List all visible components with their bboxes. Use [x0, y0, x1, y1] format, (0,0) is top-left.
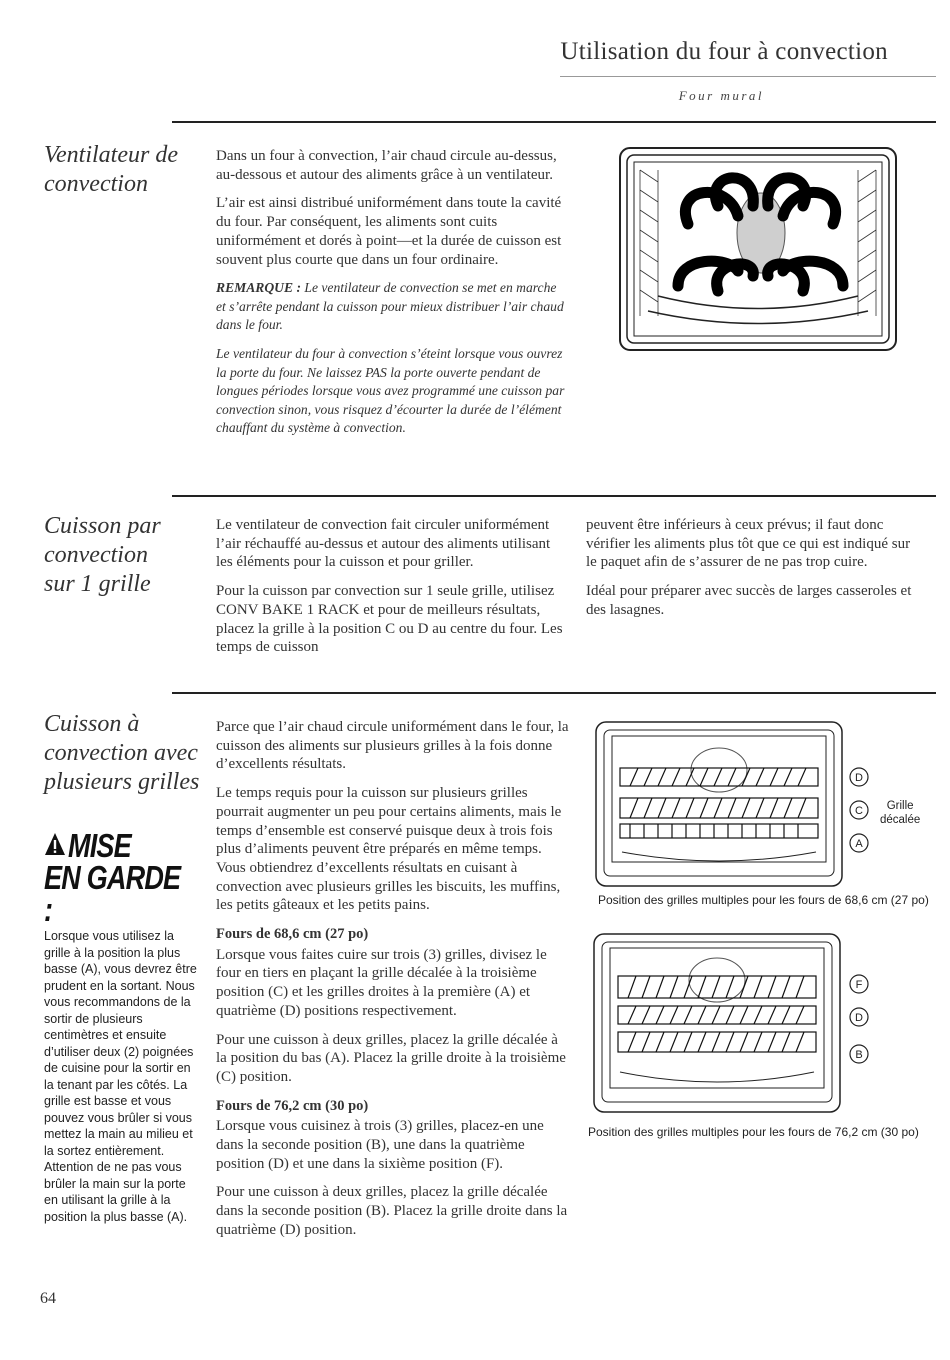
paragraph: Lorsque vous faites cuire sur trois (3) grilles, divisez le four en tiers en plaçant la grille décalée à la troisième position (C) et les grilles droites à la première (A) et quatrième (D) positions respectivement. [216, 946, 547, 1019]
section-title-line: Cuisson à [44, 711, 140, 737]
paragraph: Parce que l’air chaud circule uniformément dans le four, la cuisson des aliments sur plusieurs grilles à la fois donne d’excellents résultats. [216, 719, 569, 773]
rack-diagram-30in [592, 932, 842, 1114]
warning-triangle-icon [44, 832, 66, 856]
section-divider [172, 692, 936, 694]
paragraph: Pour une cuisson à deux grilles, placez la grille décalée à la position du bas (A). Placez la grille droite à la troisième (C) position. [216, 1031, 566, 1085]
section1-text [216, 147, 566, 448]
subheading-27in: Fours de 68,6 cm (27 po) [216, 926, 369, 943]
warning-heading-line1: MISE [68, 827, 131, 864]
convection-oven-illustration [618, 146, 900, 354]
warning-heading-line2: EN GARDE : [44, 859, 181, 928]
section-title-line: sur 1 grille [44, 571, 151, 597]
note-label: REMARQUE : [216, 280, 301, 296]
rack-position-label: D [855, 1012, 863, 1024]
paragraph: peuvent être inférieurs à ceux prévus; il faut donc vérifier les aliments plus tôt que ce qui est indiqué sur le paquet afin de s’assurer de ne pas trop cuire. [586, 517, 911, 571]
offset-rack-note-line: Grille [886, 800, 914, 812]
rack-position-label: C [855, 805, 863, 817]
rack-position-label: D [855, 772, 863, 784]
rack-diagram-27in [594, 720, 844, 888]
subheading-30in: Fours de 76,2 cm (30 po) [216, 1097, 369, 1114]
paragraph: Le temps requis pour la cuisson sur plusieurs grilles pourrait augmenter un peu pour certains aliments, mais le temps d’ensemble est conservé puisque deux à trois fois plus d’aliments peuvent être préparés en même temps. Vous obtiendrez d’excellents résultats en cuisant à convection avec plusieurs grilles les biscuits, les muffins, les petits gâteaux et les petits pains. [216, 785, 562, 914]
paragraph: Lorsque vous cuisinez à trois (3) grilles, placez-en une dans la seconde position (B), une dans la quatrième position (D) et une dans la sixième position (F). [216, 1118, 544, 1172]
note-paragraph [216, 279, 566, 335]
section-title-line: Ventilateur de [44, 142, 178, 168]
rack-position-markers-30in [846, 972, 872, 1068]
section-title-line: convection [44, 542, 148, 568]
section-title-line: convection avec [44, 740, 198, 766]
paragraph: Dans un four à convection, l’air chaud circule au-dessus, au-dessous et autour des aliments grâce à un ventilateur. [216, 148, 557, 183]
paragraph: Pour une cuisson à deux grilles, placez la grille décalée dans la seconde position (B). Placez la grille droite dans la quatrième (D) position. [216, 1184, 568, 1238]
section2-text-col2 [586, 516, 916, 630]
paragraph: Le ventilateur de convection fait circuler uniformément l’air réchauffé au-dessus et autour des aliments utilisant les éléments pour la cuisson et pour griller. [216, 517, 551, 571]
paragraph: Le ventilateur du four à convection s’éteint lorsque vous ouvrez la porte du four. Ne laissez PAS la porte ouverte pendant de longues périodes lorsque vous avez programmé une cuisson par convection sinon, vous risquez d’écourter la durée de l’élément chauffant du système à convection. [216, 346, 565, 436]
paragraph: Pour la cuisson par convection sur 1 seule grille, utilisez CONV BAKE 1 RACK et pour de meilleurs résultats, placez la grille à la position C ou D au centre du four. Les temps de cuisson [216, 583, 563, 656]
section-title-line: convection [44, 171, 148, 197]
offset-rack-note-line: décalée [880, 814, 921, 826]
warning-block [44, 827, 214, 1225]
section-title-convection-fan [44, 141, 178, 199]
note-text: Le ventilateur de convection se met en marche et s’arrête pendant la cuisson pour mieux distribuer l’air chaud dans le four. [216, 280, 564, 333]
section-title-line: Cuisson par [44, 513, 161, 539]
section-title-multi-rack [44, 710, 199, 797]
title-rule [560, 76, 936, 77]
section3-text [216, 718, 570, 1250]
paragraph: Idéal pour préparer avec succès de larges casseroles et des lasagnes. [586, 583, 912, 618]
section2-text-col1 [216, 516, 566, 667]
rack-position-markers-27in [846, 762, 872, 858]
section-divider [172, 121, 936, 123]
page-subtitle: Four mural [678, 88, 764, 103]
warning-heading-row [44, 827, 214, 864]
paragraph: L’air est ainsi distribué uniformément dans toute la cavité du four. Par conséquent, les aliments sont cuits uniformément et dorés à point—et la durée de cuisson est souvent plus courte que dans un four ordinaire. [216, 195, 562, 268]
rack-position-label: F [855, 979, 863, 991]
figure-caption-27in: Position des grilles multiples pour les fours de 68,6 cm (27 po) [598, 893, 929, 907]
figure-caption-30in: Position des grilles multiples pour les fours de 76,2 cm (30 po) [588, 1125, 919, 1139]
rack-position-label: B [855, 1049, 863, 1061]
rack-position-label: A [855, 838, 863, 850]
section-divider [172, 495, 936, 497]
offset-rack-note [880, 799, 920, 827]
page-number: 64 [40, 1290, 56, 1307]
section-title-single-rack [44, 512, 161, 599]
page-title: Utilisation du four à convection [560, 38, 888, 65]
section-title-line: plusieurs grilles [44, 769, 200, 795]
warning-body: Lorsque vous utilisez la grille à la position la plus basse (A), vous devrez être prudent en la sortant. Nous vous recommandons de la sortir de plusieurs centimètres et ensuite d’utiliser deux (2) poignées de cuisine pour la sortir en la tenant par les côtés. La grille est basse et vous pouvez vous brûler si vous mettez la main au milieu et la sortez entièrement. Attention de ne pas vous brûler la main sur la porte en utilisant la grille à la position la plus basse (A). [44, 929, 197, 1224]
